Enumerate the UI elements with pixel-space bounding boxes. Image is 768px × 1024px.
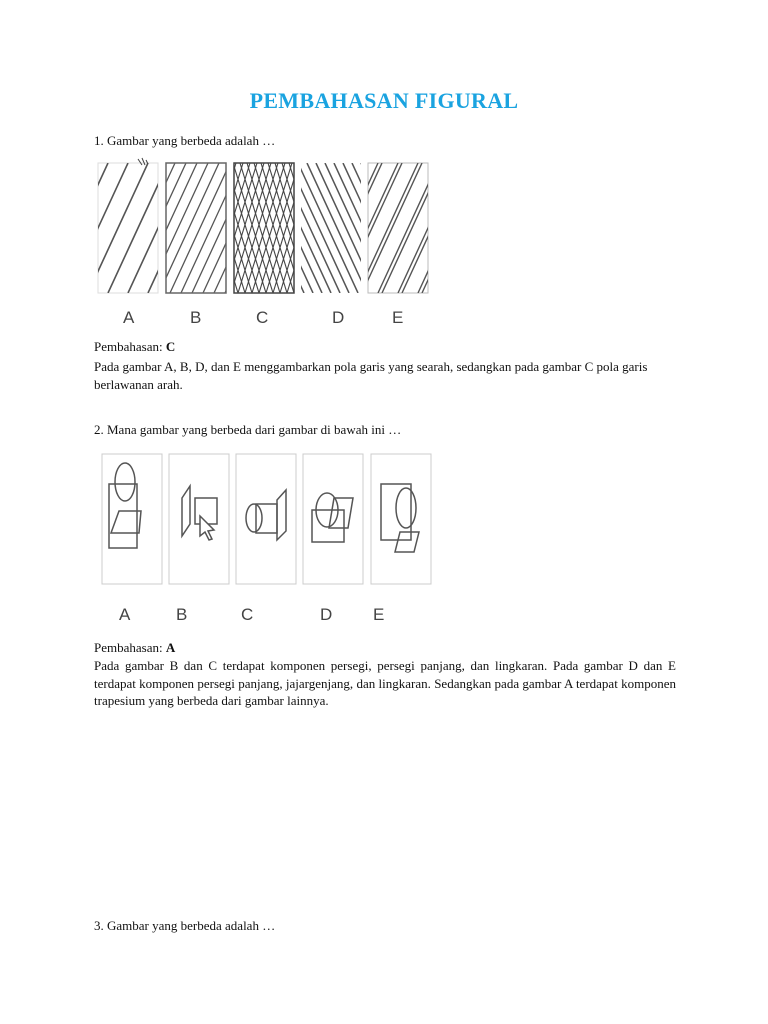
figure-1-letter-e: E [392,308,404,327]
question-2-explanation: Pada gambar B dan C terdapat komponen persegi, persegi panjang, dan lingkaran. Pada gambar D dan E terdapat komponen persegi panjang, jajargenjang, dan lingkaran. Sedangkan pada gambar A terdapat komponen trapesium yang berbeda dari gambar lainnya. [94,658,676,708]
figure-1-letter-c: C [256,308,269,327]
page-title: PEMBAHASAN FIGURAL [249,88,519,113]
answer-label: Pembahasan: [94,640,163,655]
question-1-figure [94,155,439,330]
answer-value: C [165,339,176,354]
question-2-prompt: 2. Mana gambar yang berbeda dari gambar di bawah ini … [94,422,402,437]
question-1-prompt: 1. Gambar yang berbeda adalah … [94,133,276,148]
figure-2-letter-d: D [320,605,333,624]
figure-1-letter-a: A [123,308,135,327]
figure-2-option-e [371,454,431,584]
answer-value: A [165,640,176,655]
question-1-explanation: Pada gambar A, B, D, dan E menggambarkan pola garis yang searah, sedangkan pada gambar C pola garis berlawanan arah. [94,359,648,392]
figure-1-letter-b: B [190,308,202,327]
figure-2-letter-b: B [176,605,188,624]
question-2-answer [94,639,676,657]
figure-1-letter-d: D [332,308,345,327]
figure-2-option-d [303,454,363,584]
question-3-prompt: 3. Gambar yang berbeda adalah … [94,918,276,933]
question-2-figure [94,448,439,628]
figure-2-option-a [102,454,162,584]
figure-2-letter-e: E [373,605,385,624]
figure-2-option-b [169,454,229,584]
figure-2-option-c [236,454,296,584]
figure-2-letter-a: A [119,605,131,624]
answer-label: Pembahasan: [94,339,163,354]
question-1-answer [94,338,676,356]
figure-2-letter-c: C [241,605,254,624]
